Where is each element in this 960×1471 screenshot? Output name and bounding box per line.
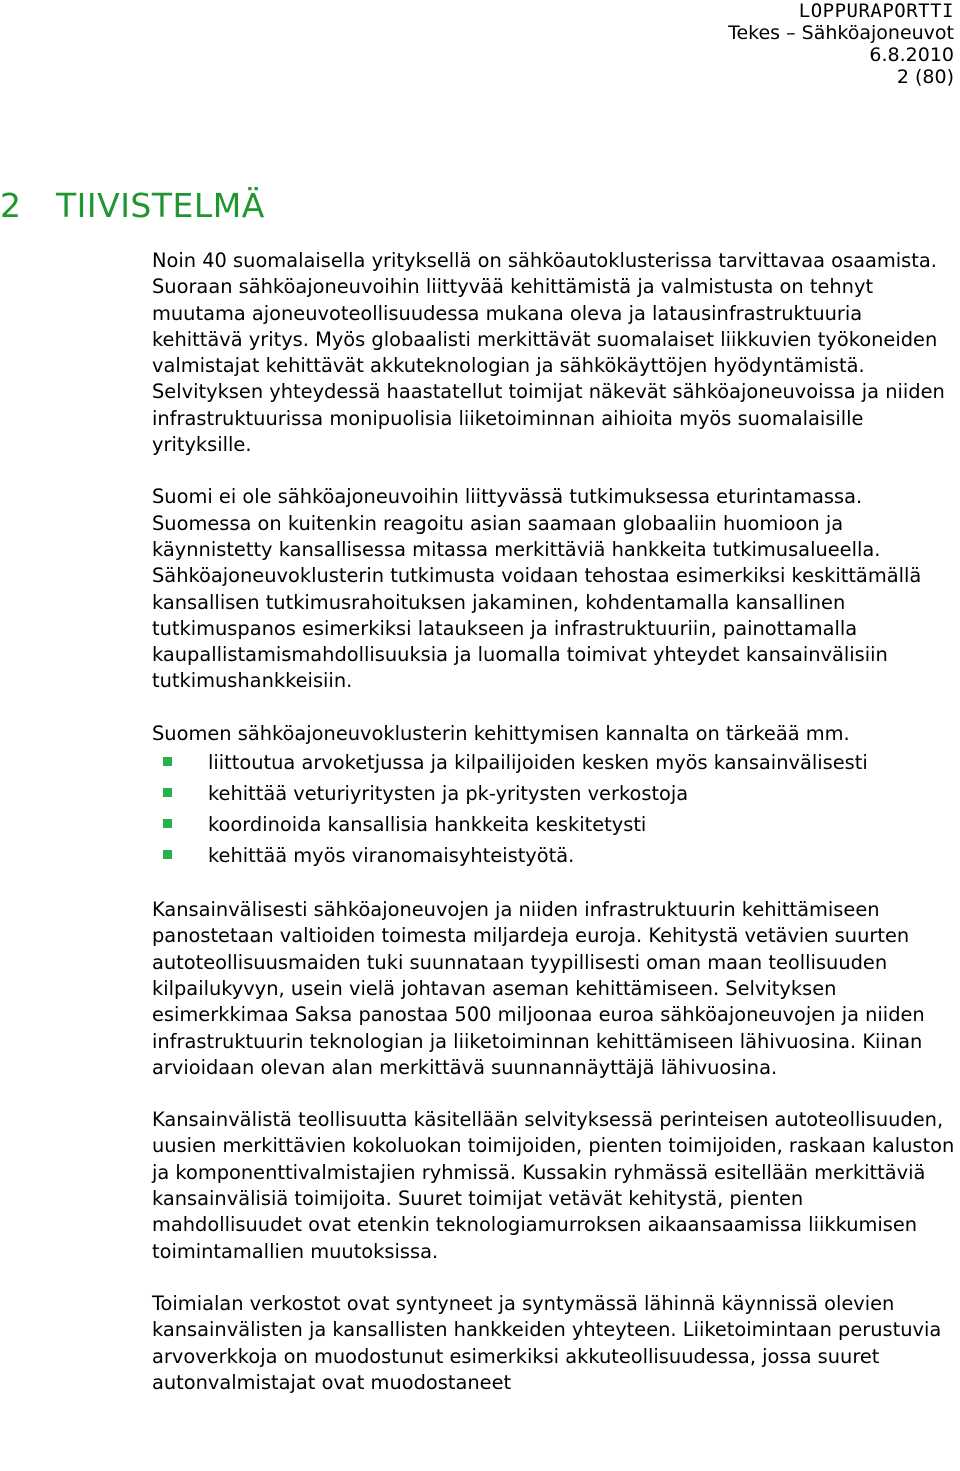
square-bullet-icon (163, 788, 172, 797)
section-heading (0, 184, 265, 228)
square-bullet-icon (163, 819, 172, 828)
section-number: 2 (0, 186, 22, 225)
organization-name: Tekes – Sähköajoneuvot (728, 22, 954, 44)
report-date: 6.8.2010 (869, 44, 954, 66)
paragraph: Toimialan verkostot ovat syntyneet ja syntymässä lähinnä käynnissä olevien kansainvälisten ja kansallisten hankkeiden yhteyteen. Liiketoimintaan perustuvia arvoverkkoja on muodostunut esimerkiksi akkuteollisuudessa, jossa suuret autonvalmistajat ovat muodostaneet (152, 1291, 942, 1394)
paragraph: Noin 40 suomalaisella yrityksellä on sähköautoklusterissa tarvittavaa osaamista. Suoraan sähköajoneuvoihin liittyvää kehittämistä ja valmistusta on tehnyt muutama ajoneuvoteollisuudessa mukana oleva ja latausinfrastruktuuria kehittävä yritys. Myös globaalisti merkittävät suomalaiset liikkuvien työkoneiden valmistajat kehittävät akkuteknologian ja sähkökäyttöjen hyödyntämistä. Selvityksen yhteydessä haastatellut toimijat näkevät sähköajoneuvoissa ja niiden infrastruktuurissa monipuolisia liiketoiminnan aihioita myös suomalaisille yrityksille. (152, 249, 945, 457)
list-item-text: liittoutua arvoketjussa ja kilpailijoiden kesken myös kansainvälisesti (208, 751, 868, 775)
bullet-list (152, 747, 958, 871)
bullet-intro: Suomen sähköajoneuvoklusterin kehittymisen kannalta on tärkeää mm. (152, 721, 850, 745)
list-item-text: kehittää veturiyritysten ja pk-yritysten verkostoja (208, 782, 689, 806)
summary-content (152, 248, 958, 1422)
square-bullet-icon (163, 757, 172, 766)
page-number: 2 (80) (896, 66, 954, 88)
paragraph: Suomi ei ole sähköajoneuvoihin liittyvässä tutkimuksessa eturintamassa. Suomessa on kuitenkin reagoitu asian saamaan globaaliin huomioon ja käynnistetty kansallisessa mitassa merkittäviä hankkeita tutkimusalueella. Sähköajoneuvoklusterin tutkimusta voidaan tehostaa esimerkiksi keskittämällä kansallisen tutkimusrahoituksen jakaminen, kohdentamalla kansallinen tutkimuspanos esimerkiksi lataukseen ja infrastruktuuriin, painottamalla kaupallistamismahdollisuuksia ja luomalla toimivat yhteydet kansainvälisiin tutkimushankkeisiin. (152, 485, 922, 693)
paragraph: Kansainvälisesti sähköajoneuvojen ja niiden infrastruktuurin kehittämiseen panostetaan valtioiden toimesta miljardeja euroja. Kehitystä vetävien suurten autoteollisuusmaiden tuki suunnataan tyypillisesti oman maan teollisuuden kilpailukyvyn, usein vielä johtavan aseman kehittämiseen. Selvityksen esimerkkimaa Saksa panostaa 500 miljoonaa euroa sähköajoneuvojen ja niiden infrastruktuurin teknologian ja liiketoiminnan kehittämiseen lähivuosina. Kiinan arvioidaan olevan alan merkittävä suunnannäyttäjä lähivuosina. (152, 898, 925, 1079)
section-title: TIIVISTELMÄ (56, 186, 265, 225)
paragraph: Kansainvälistä teollisuutta käsitellään selvityksessä perinteisen autoteollisuuden, uusien merkittävien kokoluokan toimijoiden, pienten toimijoiden, raskaan kaluston ja komponenttivalmistajien ryhmissä. Kussakin ryhmässä esitellään merkittäviä kansainvälisiä toimijoita. Suuret toimijat vetävät kehitystä, pienten mahdollisuudet ovat etenkin teknologiamurroksen aikaansaamissa liikkumisen toimintamallien muutoksissa. (152, 1108, 955, 1263)
list-item (152, 778, 958, 809)
page-header (728, 0, 954, 88)
list-item (152, 809, 958, 840)
list-item-text: kehittää myös viranomaisyhteistyötä. (208, 844, 575, 868)
list-item (152, 747, 958, 778)
square-bullet-icon (163, 850, 172, 859)
list-item-text: koordinoida kansallisia hankkeita keskitetysti (208, 813, 647, 837)
report-title: LOPPURAPORTTI (798, 0, 954, 22)
list-item (152, 840, 958, 871)
